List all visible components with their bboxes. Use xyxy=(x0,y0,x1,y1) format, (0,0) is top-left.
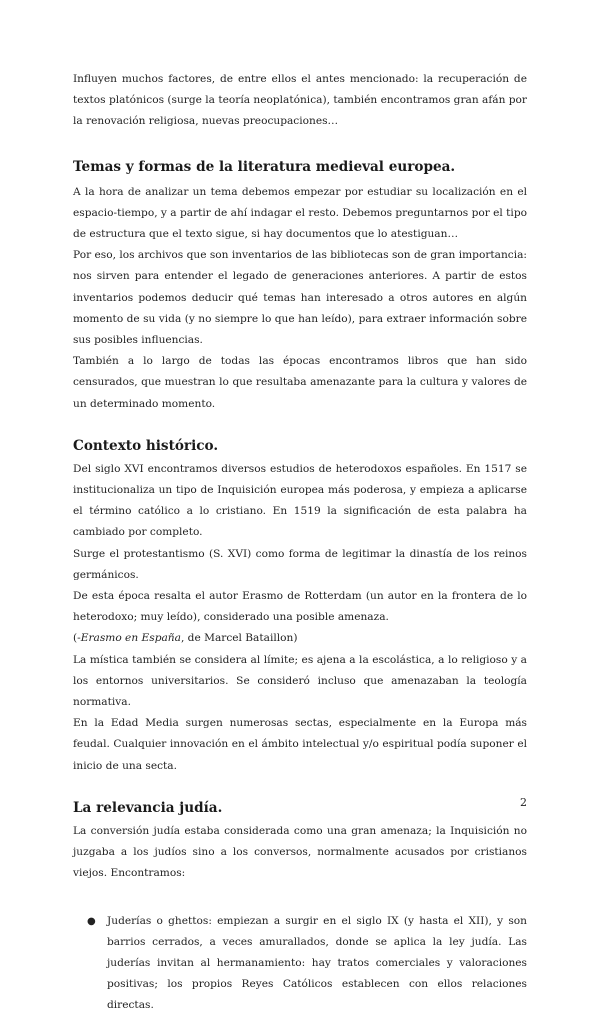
paragraph: De esta época resalta el autor Erasmo de Rotterdam (un autor en la frontera de lo heterodoxo; muy leído), considerado una posible amenaza. xyxy=(73,590,527,624)
paragraph: Del siglo XVI encontramos diversos estudios de heterodoxos españoles. En 1517 se institucionaliza un tipo de Inquisición europea más poderosa, y empieza a aplicarse el término católico a lo cristiano. En 1519 la significación de esta palabra ha cambiado por completo. xyxy=(73,462,527,539)
paragraph: En la Edad Media surgen numerosas sectas, especialmente en la Europa más feudal. Cualquier innovación en el ámbito intelectual y/o espiritual podía suponer el inicio de una secta. xyxy=(73,717,527,772)
paragraph: La mística también se considera al límite; es ajena a la escolástica, a lo religioso y a los entornos universitarios. Se consideró incluso que amenazaban la teología normativa. xyxy=(73,653,527,709)
paragraph: A la hora de analizar un tema debemos empezar por estudiar su localización en el espacio-tiempo, y a partir de ahí indagar el resto. Debemos preguntarnos por el tipo de estructura que el texto sigue, si hay documentos que lo atestiguan… xyxy=(73,185,527,241)
citation-prefix: (- xyxy=(73,632,81,645)
section-title-relevancia: La relevancia judía. xyxy=(73,799,223,816)
paragraph: También a lo largo de todas las épocas encontramos libros que han sido censurados, que muestran lo que resultaba amenazante para la cultura y valores de un determinado momento. xyxy=(73,355,527,410)
paragraph: La conversión judía estaba considerada como una gran amenaza; la Inquisición no juzgaba a los judíos sino a los conversos, normalmente acusados por cristianos viejos. Encontramos: xyxy=(73,824,527,880)
list-item xyxy=(73,911,527,1017)
list-item-text: Juderías o ghettos: empiezan a surgir en el siglo IX (y hasta el XII), y son barrios cerrados, a veces amurallados, donde se aplica la ley judía. Las juderías invitan al hermanamiento: hay tratos comerciales y valoraciones positivas; los propios Reyes Católicos establecen con ellos relaciones directas. xyxy=(107,914,527,1012)
bullet-icon: ● xyxy=(87,915,96,927)
citation-title: Erasmo en España xyxy=(80,632,181,645)
section-title-temas: Temas y formas de la literatura medieval europea. xyxy=(73,158,456,175)
page-number: 2 xyxy=(520,796,527,809)
bullet-list xyxy=(73,911,527,1017)
paragraph: Surge el protestantismo (S. XVI) como forma de legitimar la dinastía de los reinos germánicos. xyxy=(73,547,527,581)
citation-suffix: , de Marcel Bataillon) xyxy=(180,632,298,645)
paragraph: Por eso, los archivos que son inventarios de las bibliotecas son de gran importancia: nos sirven para entender el legado de generaciones anteriores. A partir de estos inventarios podemos deducir qué temas han interesado a otros autores en algún momento de su vida (y no siempre lo que han leído), para extraer información sobre sus posibles influencias. xyxy=(73,249,527,347)
citation xyxy=(73,628,527,649)
page-content xyxy=(73,69,527,1017)
intro-paragraph: Influyen muchos factores, de entre ellos el antes mencionado: la recuperación de textos platónicos (surge la teoría neoplatónica), también encontramos gran afán por la renovación religiosa, nuevas preocupaciones… xyxy=(73,73,527,128)
section-title-contexto: Contexto histórico. xyxy=(73,437,219,454)
